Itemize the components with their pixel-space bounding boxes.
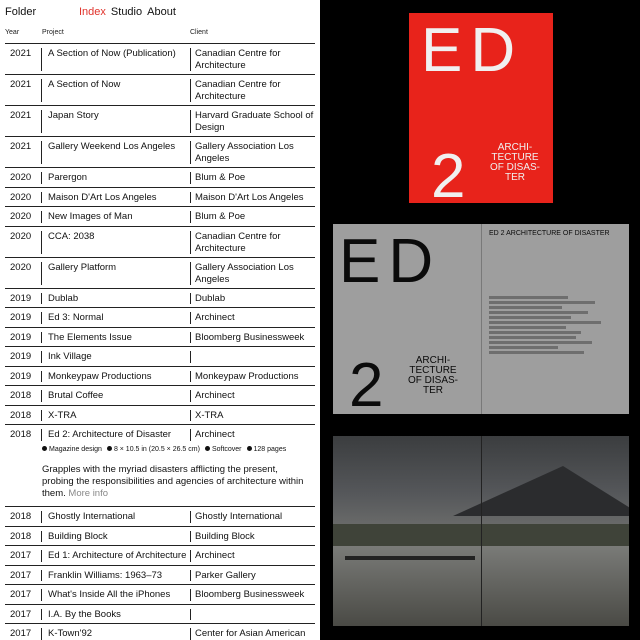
project-description: Grapples with the myriad disasters afflicting the present, probing the responsibilities and agencies of architecture within them. More info (42, 464, 304, 499)
bullet-icon (247, 446, 252, 451)
pier (345, 556, 475, 560)
table-row[interactable] (5, 405, 315, 425)
row-year: 2020 (10, 230, 32, 242)
top-bar (0, 0, 320, 24)
row-client: Parker Gallery (190, 570, 315, 582)
row-project[interactable]: A Section of Now (41, 79, 189, 102)
spread-number: 2 (349, 351, 384, 414)
row-project[interactable]: K-Town'92 (41, 628, 189, 640)
row-year: 2019 (10, 331, 32, 343)
row-client: Bloomberg Businessweek (190, 332, 315, 344)
row-client: Archinect (190, 429, 235, 441)
row-client: Archinect (190, 312, 315, 324)
row-year: 2018 (10, 390, 32, 401)
row-client: Bloomberg Businessweek (190, 589, 315, 601)
table-row[interactable] (5, 136, 315, 167)
table-row[interactable] (5, 74, 315, 105)
row-year: 2019 (10, 370, 32, 382)
image-preview-panel (320, 0, 640, 640)
table-row[interactable] (5, 327, 315, 347)
spread-subtitle: ARCHI-TECTURE OF DISAS-TER (407, 355, 458, 396)
table-row[interactable] (5, 366, 315, 386)
row-client: X-TRA (190, 410, 315, 422)
bullet-icon (205, 446, 210, 451)
table-row[interactable] (5, 545, 315, 565)
bullet-icon (42, 446, 47, 451)
row-client: Canadian Centre for Architecture (190, 231, 315, 254)
row-year: 2020 (10, 172, 32, 183)
table-row[interactable] (5, 307, 315, 327)
row-project[interactable]: Ed 2: Architecture of Disaster (41, 429, 171, 441)
table-row[interactable] (5, 226, 315, 257)
row-year: 2019 (10, 351, 32, 362)
row-year: 2017 (10, 589, 32, 600)
row-project[interactable]: Monkeypaw Productions (41, 371, 189, 383)
spread-title: ED (339, 227, 442, 296)
row-project[interactable]: Ink Village (41, 351, 189, 363)
table-row[interactable] (5, 565, 315, 585)
nav-studio[interactable]: Studio (110, 6, 143, 18)
row-project[interactable]: The Elements Issue (41, 332, 189, 344)
row-project[interactable]: X-TRA (41, 410, 189, 422)
row-year: 2017 (10, 569, 32, 581)
more-info-link[interactable]: More info (68, 488, 109, 499)
photo-gutter (481, 436, 482, 626)
row-project[interactable]: Franklin Williams: 1963–73 (41, 570, 189, 582)
column-header-year[interactable]: Year (5, 29, 20, 36)
row-project[interactable]: A Section of Now (Publication) (41, 48, 189, 71)
table-row[interactable] (5, 526, 315, 546)
magazine-cover-image (409, 13, 553, 203)
cover-title: ED (421, 16, 524, 85)
row-year: 2021 (10, 110, 32, 121)
row-year: 2021 (10, 141, 32, 152)
row-project[interactable]: New Images of Man (41, 211, 189, 223)
row-project[interactable]: Maison D'Art Los Angeles (41, 192, 189, 204)
row-year: 2017 (10, 628, 32, 639)
table-row[interactable] (5, 584, 315, 604)
meta-item: Softcover (205, 446, 242, 453)
row-year: 2020 (10, 191, 32, 203)
row-project[interactable]: Ghostly International (41, 511, 189, 523)
spread-dim-overlay (333, 224, 629, 414)
row-project[interactable]: I.A. By the Books (41, 609, 189, 621)
row-year: 2017 (10, 608, 32, 620)
row-client: Canadian Centre for Architecture (190, 79, 315, 102)
main-nav (79, 6, 176, 18)
nav-about[interactable]: About (147, 6, 176, 18)
row-client: Maison D'Art Los Angeles (190, 192, 315, 204)
brand-logo[interactable]: Folder (5, 6, 37, 18)
bullet-icon (107, 446, 112, 451)
meta-item: 8 × 10.5 in (20.5 × 26.5 cm) (107, 446, 200, 453)
row-client: Building Block (190, 531, 315, 543)
table-row[interactable] (5, 105, 315, 136)
row-year: 2018 (10, 530, 32, 542)
cover-subtitle: ARCHI-TECTURE OF DISAS-TER (489, 142, 540, 183)
row-client: Monkeypaw Productions (190, 371, 315, 383)
row-client: Archinect (190, 550, 315, 562)
row-project[interactable]: CCA: 2038 (41, 231, 189, 254)
row-year: 2018 (10, 409, 32, 421)
row-year: 2017 (10, 550, 32, 561)
expanded-table-row[interactable] (5, 424, 315, 506)
row-project[interactable]: Gallery Weekend Los Angeles (41, 141, 189, 164)
magazine-spread-image (333, 224, 629, 414)
row-project[interactable]: Gallery Platform (41, 262, 189, 285)
nav-index[interactable]: Index (79, 6, 106, 18)
row-client: Archinect (190, 390, 315, 402)
cover-number: 2 (431, 142, 466, 203)
row-project[interactable]: Ed 1: Architecture of Architecture (41, 550, 189, 562)
row-year: 2021 (10, 79, 32, 90)
row-year: 2019 (10, 312, 32, 323)
row-client (190, 351, 315, 363)
column-header-client[interactable]: Client (190, 29, 208, 36)
row-year: 2020 (10, 261, 32, 273)
table-row[interactable] (5, 346, 315, 366)
row-client: Dublab (190, 293, 315, 305)
table-row[interactable] (5, 206, 315, 226)
table-row[interactable] (5, 167, 315, 187)
table-row[interactable] (5, 187, 315, 207)
row-client: Center for Asian American (190, 628, 315, 640)
table-row[interactable] (5, 43, 315, 74)
row-client: Blum & Poe (190, 211, 315, 223)
row-project[interactable]: Dublab (41, 293, 189, 305)
table-row[interactable] (5, 604, 315, 624)
row-project[interactable]: Ed 3: Normal (41, 312, 189, 324)
spread-running-title: ED 2 ARCHITECTURE OF DISASTER (489, 230, 610, 237)
row-project[interactable]: What's Inside All the iPhones (41, 589, 189, 601)
meta-item: Magazine design (42, 446, 102, 453)
row-client: Gallery Association Los Angeles (190, 141, 315, 164)
row-project[interactable]: Japan Story (41, 110, 189, 133)
table-row[interactable] (5, 385, 315, 405)
table-row[interactable] (5, 506, 315, 526)
row-year: 2020 (10, 211, 32, 222)
table-row[interactable] (5, 623, 315, 640)
row-client: Gallery Association Los Angeles (190, 262, 315, 285)
row-year: 2021 (10, 48, 32, 59)
row-client: Ghostly International (190, 511, 315, 523)
row-year: 2019 (10, 292, 32, 304)
row-client: Canadian Centre for Architecture (190, 48, 315, 71)
table-row[interactable] (5, 257, 315, 288)
column-header-project[interactable]: Project (42, 29, 64, 36)
mountain-shape (453, 466, 629, 516)
row-client (190, 609, 315, 621)
row-year: 2018 (10, 511, 32, 522)
table-row[interactable] (5, 288, 315, 308)
row-year: 2018 (10, 429, 32, 440)
project-meta (42, 445, 312, 454)
row-client: Harvard Graduate School of Design (190, 110, 315, 133)
row-project[interactable]: Brutal Coffee (41, 390, 189, 402)
landscape-photo-spread (333, 436, 629, 626)
meta-item: 128 pages (247, 446, 287, 453)
row-project[interactable]: Building Block (41, 531, 189, 543)
row-project[interactable]: Parergon (41, 172, 189, 184)
row-client: Blum & Poe (190, 172, 315, 184)
project-table (5, 43, 315, 640)
